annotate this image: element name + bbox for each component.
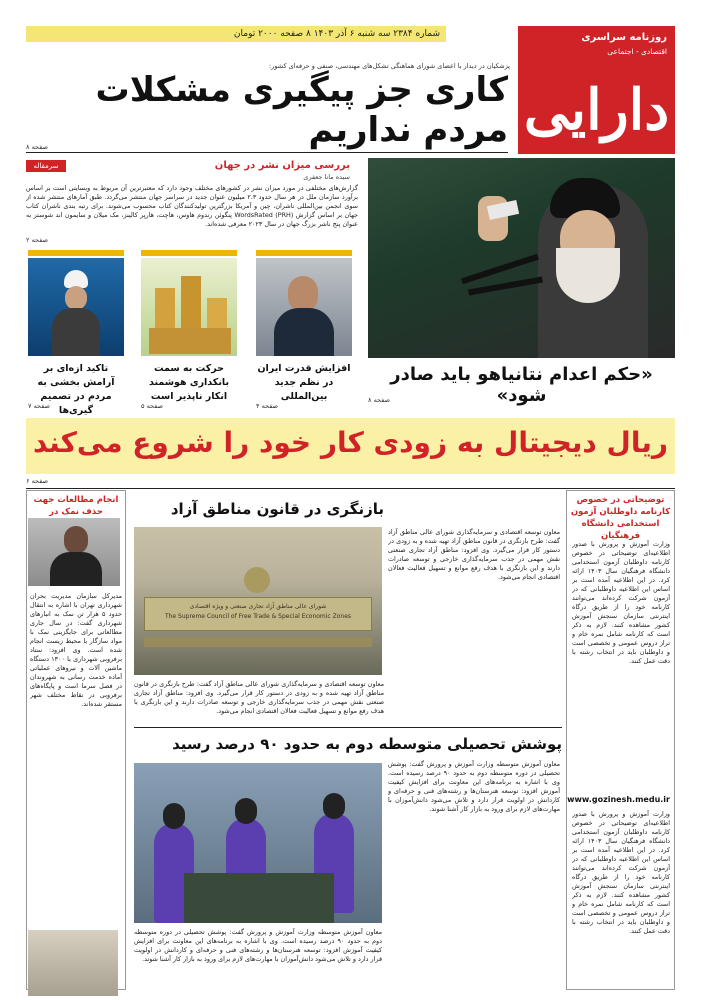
left-column-photo[interactable] xyxy=(28,518,120,586)
logo-tagline-sub: اقتصادی - اجتماعی xyxy=(607,47,667,56)
editorial-byline: سیده مانا جعفری xyxy=(303,173,350,181)
thumb-photo-coins[interactable] xyxy=(141,258,237,356)
divider xyxy=(134,727,562,728)
thumb-photo-cleric[interactable] xyxy=(28,258,124,356)
left-column-body: مدیرکل سازمان مدیریت بحران شهرداری تهران با اشاره به انتقال حدود ۵ هزار تن نمک به انبارهای شهرداری گفت: در سال جاری مطالعاتی برای جایگزینی نمک با مواد سازگار با محیط زیست انجام شده است. وی افزود: ستاد برفروبی شهرداری با ۱۳۰۰ دستگاه ماشین آلات و نیروهای عملیاتی آماده خدمت رسانی به شهروندان در فصل سرما است و پایگاه‌های برفروبی در نقاط مختلف شهر مستقر شده‌اند. xyxy=(30,592,122,708)
newspaper-logo[interactable] xyxy=(518,26,675,154)
thumb-photo-official[interactable] xyxy=(256,258,352,356)
editorial-body: گزارش‌های مختلفی در مورد میزان نشر در کشورهای مختلف وجود دارد که معتبرترین آن مربوط به وبسایتی است بر اساس برآورد سازمان ملل در هر سال حدود ۲.۳ میلیون عنوان جدید در سراسر جهان منتشر می‌گردد. طبق آمارهای منتشر شده از سوی انجمن بین‌المللی ناشران، چین و آمریکا بزرگترین تولیدکنندگان کتاب محسوب می‌شوند. برای رتبه بندی ناشران کتاب جهان بر اساس گزارش WordsRated (PRH) پنگوئن رندوم هاوس، هاچت، هارپر کالینز، مک میلان و سایمون اند شوستر به عنوان پنج ناشر بزرگ جهان در سال ۲۰۲۳ معرفی شده‌اند. xyxy=(26,184,358,228)
logo-wordmark: دارایی xyxy=(523,77,670,143)
free-zones-photo[interactable] xyxy=(134,527,382,675)
page-ref[interactable]: صفحه ۶ xyxy=(26,477,49,485)
thumb-accent xyxy=(28,250,124,256)
thumb-accent xyxy=(256,250,352,256)
page-ref[interactable]: صفحه ۷ xyxy=(28,402,51,410)
free-zones-headline[interactable]: بازنگری در قانون مناطق آزاد xyxy=(170,500,384,518)
page-ref[interactable]: صفحه ۸ xyxy=(26,143,49,151)
free-zones-body: معاون توسعه اقتصادی و سرمایه‌گذاری شورای عالی مناطق آزاد گفت: طرح بازنگری در قانون مناطق آزاد تهیه شده و به زودی در دستور کار قرار می‌گیرد. وی افزود: مناطق آزاد تجاری صنعتی نقش مهمی در جذب سرمایه‌گذاری خارجی و توسعه صادرات دارند و این بازنگری با هدف رفع موانع و تسهیل فعالیت فعالان اقتصادی انجام می‌شود. xyxy=(388,528,560,581)
main-headline[interactable]: کاری جز پیگیری مشکلات مردم نداریم xyxy=(95,70,508,150)
page-ref[interactable]: صفحه ۴ xyxy=(256,402,279,410)
education-body: معاون آموزش متوسطه وزارت آموزش و پرورش گفت: پوشش تحصیلی در دوره متوسطه دوم به حدود ۹۰ درصد رسیده است. وی با اشاره به برنامه‌های این معاونت برای افزایش کیفیت آموزش افزود: توسعه هنرستان‌ها و رشته‌های فنی و حرفه‌ای و کاردانش در اولویت قرار دارد و تلاش می‌شود دانش‌آموزان با مهارت‌های لازم برای ورود به بازار کار آشنا شوند. xyxy=(388,760,560,813)
left-column-photo-2[interactable] xyxy=(28,930,118,996)
hero-photo[interactable] xyxy=(368,158,675,358)
editorial-tag: سرمقاله xyxy=(26,160,66,172)
editorial-title[interactable]: بررسی میزان نشر در جهان xyxy=(214,160,350,171)
page-ref[interactable]: صفحه ۸ xyxy=(368,396,391,404)
education-body-cont: معاون آموزش متوسطه وزارت آموزش و پرورش گفت: پوشش تحصیلی در دوره متوسطه دوم به حدود ۹۰ درصد رسیده است. وی با اشاره به برنامه‌های این معاونت برای افزایش کیفیت آموزش افزود: توسعه هنرستان‌ها و رشته‌های فنی و حرفه‌ای و کاردانش در اولویت قرار دارد و تلاش می‌شود دانش‌آموزان با مهارت‌های لازم برای ورود به بازار کار آشنا شوند. xyxy=(134,928,382,963)
band-headline[interactable]: ریال دیجیتال به زودی کار خود را شروع می‌کند xyxy=(33,426,668,459)
headline-kicker: پزشکیان در دیدار با اعضای شورای هماهنگی تشکل‌های مهندسی، صنفی و حرفه‌ای کشور: xyxy=(268,62,510,70)
hero-caption[interactable]: «حکم اعدام نتانیاهو باید صادر شود» xyxy=(390,364,653,406)
issue-info-bar xyxy=(26,26,446,42)
education-photo[interactable] xyxy=(134,763,382,923)
issue-info: شماره ۲۳۸۴ سه شنبه ۶ آذر ۱۴۰۳ ۸ صفحه ۲۰۰۰ تومان xyxy=(233,29,440,39)
logo-tagline: روزنامه سراسری xyxy=(581,32,667,43)
page-ref[interactable]: صفحه ۵ xyxy=(141,402,164,410)
sign-text: شورای عالی مناطق آزاد تجاری صنعتی و ویژه اقتصادی The Supreme Council of Free Trade & Special Economic Zones xyxy=(144,597,372,631)
education-headline[interactable]: پوشش تحصیلی متوسطه دوم به حدود ۹۰ درصد رسید xyxy=(172,735,562,753)
website-link[interactable]: www.gozinesh.medu.ir xyxy=(567,795,670,804)
right-column-body: وزارت آموزش و پرورش با صدور اطلاعیه‌ای توضیحاتی در خصوص کارنامه داوطلبان آزمون استخدامی دانشگاه فرهنگیان سال ۱۴۰۳ ارائه کرد. در این اطلاعیه آمده است بر اساس این اطلاعیه داوطلبانی که در آزمون شرکت کرده‌اند می‌توانند کارنامه خود را از طریق درگاه اینترنتی سازمان سنجش آموزش کشور مشاهده کنند. لازم به ذکر است که کارنامه شامل نمره خام و تراز دروس عمومی و تخصصی است و داوطلبان باید در انتخاب رشته با دقت عمل کنند. xyxy=(572,540,670,665)
free-zones-body-cont: معاون توسعه اقتصادی و سرمایه‌گذاری شورای عالی مناطق آزاد گفت: طرح بازنگری در قانون مناطق آزاد تهیه شده و به زودی در دستور کار قرار می‌گیرد. وی افزود: مناطق آزاد تجاری صنعتی نقش مهمی در جذب سرمایه‌گذاری خارجی و توسعه صادرات دارند و این بازنگری با هدف رفع موانع و تسهیل فعالیت فعالان اقتصادی انجام می‌شود. xyxy=(134,680,384,715)
thumb-accent xyxy=(141,250,237,256)
thumb-caption[interactable]: افزایش قدرت ایران در نظم جدید بین‌المللی xyxy=(257,363,351,402)
right-column-head[interactable]: توضیحاتی در خصوص کارنامه داوطلبان آزمون استخدامی دانشگاه فرهنگیان xyxy=(570,495,671,541)
thumb-caption[interactable]: تاکید ازه‌ای بر آرامش بخشی به مردم در تصمیم گیری‌ها xyxy=(37,363,115,416)
page-ref[interactable]: صفحه ۲ xyxy=(26,236,49,244)
divider xyxy=(26,488,675,489)
divider xyxy=(26,152,508,153)
left-column-head[interactable]: انجام مطالعات جهت حذف نمک در xyxy=(33,495,119,517)
thumb-caption[interactable]: حرکت به سمت بانکداری هوشمند انکار ناپذیر است xyxy=(148,363,230,402)
right-column-body-cont: وزارت آموزش و پرورش با صدور اطلاعیه‌ای توضیحاتی در خصوص کارنامه داوطلبان آزمون استخدامی دانشگاه فرهنگیان سال ۱۴۰۳ ارائه کرد. در این اطلاعیه آمده است بر اساس این اطلاعیه داوطلبانی که در آزمون شرکت کرده‌اند می‌توانند کارنامه خود را از طریق درگاه اینترنتی سازمان سنجش آموزش کشور مشاهده کنند. لازم به ذکر است که کارنامه شامل نمره خام و تراز دروس عمومی و تخصصی است و داوطلبان باید در انتخاب رشته با دقت عمل کنند. xyxy=(572,810,670,935)
